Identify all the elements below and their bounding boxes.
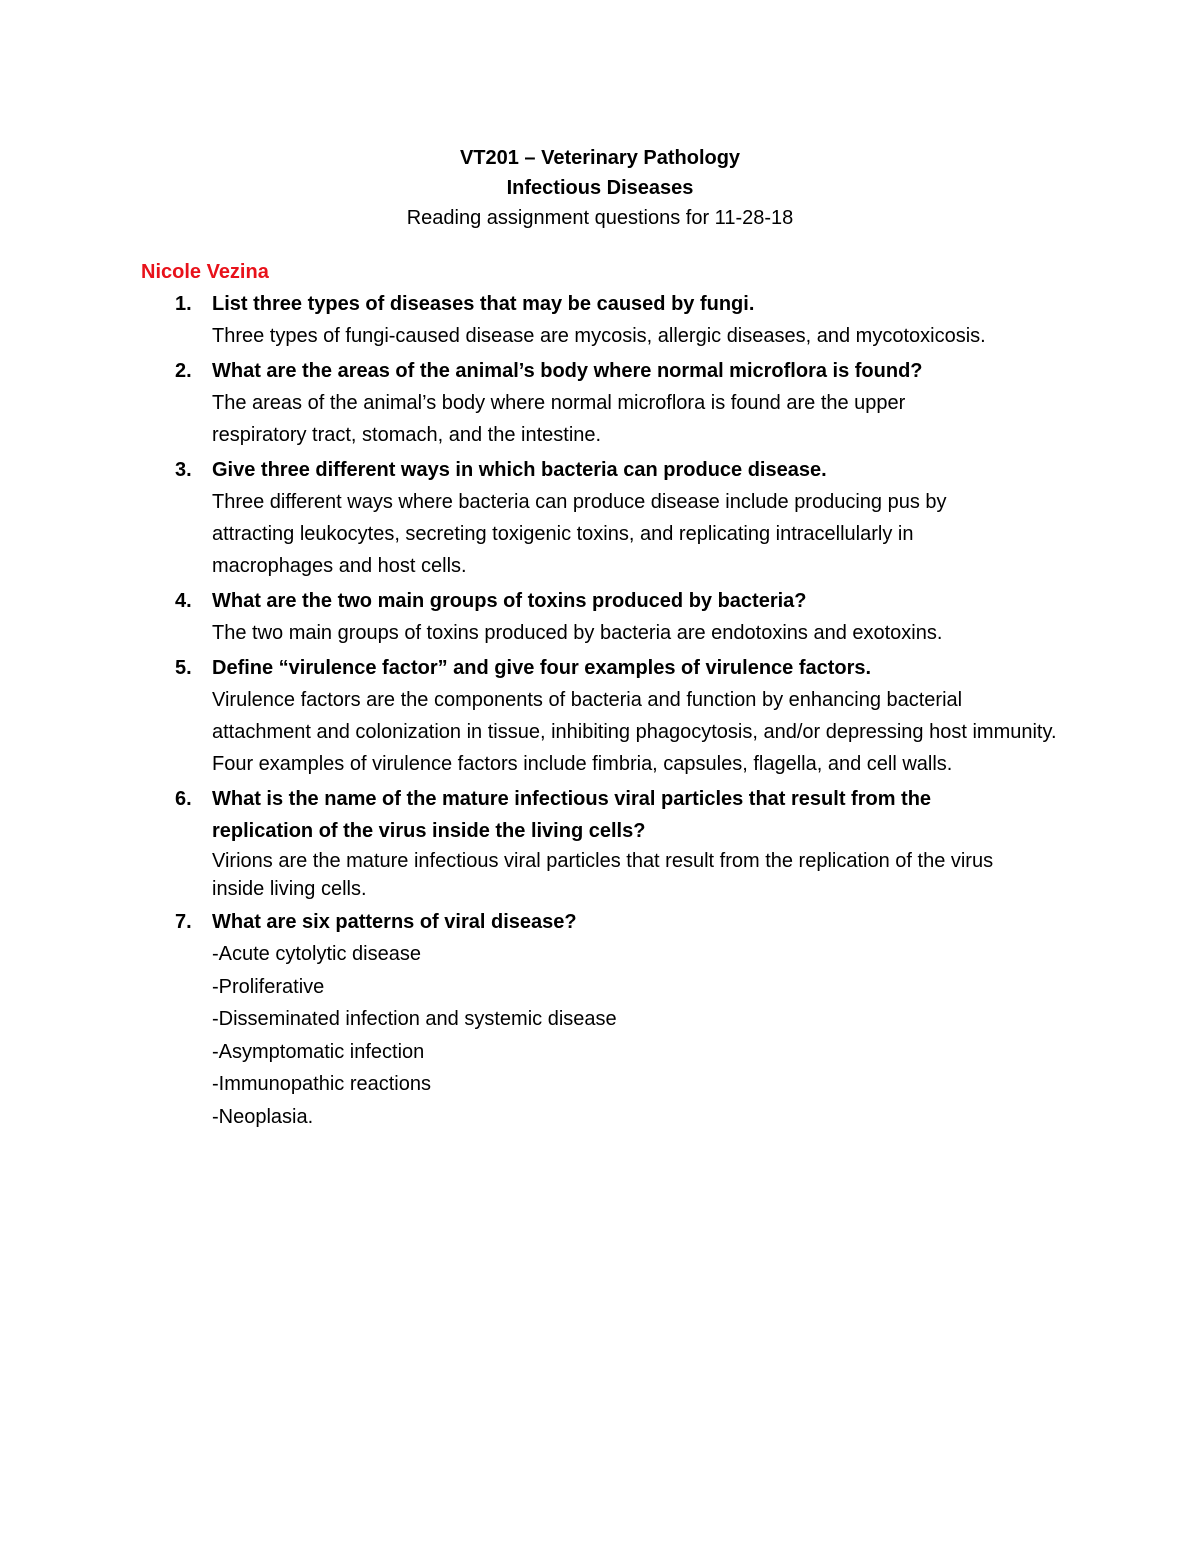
list-item: -Immunopathic reactions [212, 1073, 431, 1095]
answer-text: The two main groups of toxins produced by bacteria are endotoxins and exotoxins. [212, 622, 943, 644]
question-text: List three types of diseases that may be caused by fungi. [212, 293, 755, 315]
author-name: Nicole Vezina [141, 261, 269, 283]
question-item-7 [141, 906, 1061, 1133]
question-item-5 [141, 652, 1061, 780]
question-item-2 [141, 355, 1061, 451]
answer-text: Three different ways where bacteria can produce disease include producing pus by attracting leukocytes, secreting toxigenic toxins, and replicating intracellularly in macrophages and host cells. [212, 491, 947, 577]
list-item: -Asymptomatic infection [212, 1040, 425, 1063]
assignment-subtitle: Reading assignment questions for 11-28-18 [406, 207, 794, 229]
answer-text: Three types of fungi-caused disease are mycosis, allergic diseases, and mycotoxicosis. [212, 325, 986, 347]
question-text: What are six patterns of viral disease? [212, 911, 577, 933]
question-list [141, 288, 1061, 1136]
topic-title: Infectious Diseases [506, 177, 694, 199]
answer-text: Virions are the mature infectious viral particles that result from the replication of the virus inside living cells. [212, 850, 994, 900]
answer-text: Virulence factors are the components of bacteria and function by enhancing bacterial attachment and colonization in tissue, inhibiting phagocytosis, and/or depressing host immunity. Four examples of virulence factors include fimbria, capsules, flagella, and cell walls. [212, 689, 1057, 775]
question-item-1 [141, 288, 1061, 352]
question-number: 2. [175, 360, 192, 382]
question-text: What is the name of the mature infectious viral particles that result from the replication of the virus inside the living cells? [212, 788, 932, 842]
course-title: VT201 – Veterinary Pathology [459, 147, 741, 169]
question-number: 7. [175, 911, 192, 933]
list-item: -Acute cytolytic disease [212, 943, 421, 965]
question-number: 3. [175, 459, 192, 481]
document-header [0, 143, 1200, 233]
list-item: -Neoplasia. [212, 1105, 314, 1128]
question-text: What are the areas of the animal’s body where normal microflora is found? [212, 360, 923, 382]
question-item-4 [141, 585, 1061, 649]
question-text: Define “virulence factor” and give four examples of virulence factors. [212, 657, 872, 679]
answer-text: The areas of the animal’s body where normal microflora is found are the upper respiratory tract, stomach, and the intestine. [212, 392, 906, 446]
question-number: 6. [175, 788, 192, 810]
question-item-6 [141, 783, 1061, 903]
question-text: What are the two main groups of toxins produced by bacteria? [212, 590, 807, 612]
list-item: -Disseminated infection and systemic disease [212, 1008, 617, 1030]
question-number: 5. [175, 657, 192, 679]
question-number: 4. [175, 590, 192, 612]
list-item: -Proliferative [212, 975, 325, 998]
question-item-3 [141, 454, 1061, 582]
viral-pattern-list [212, 938, 1061, 1133]
question-text: Give three different ways in which bacteria can produce disease. [212, 459, 827, 481]
question-number: 1. [175, 293, 192, 315]
